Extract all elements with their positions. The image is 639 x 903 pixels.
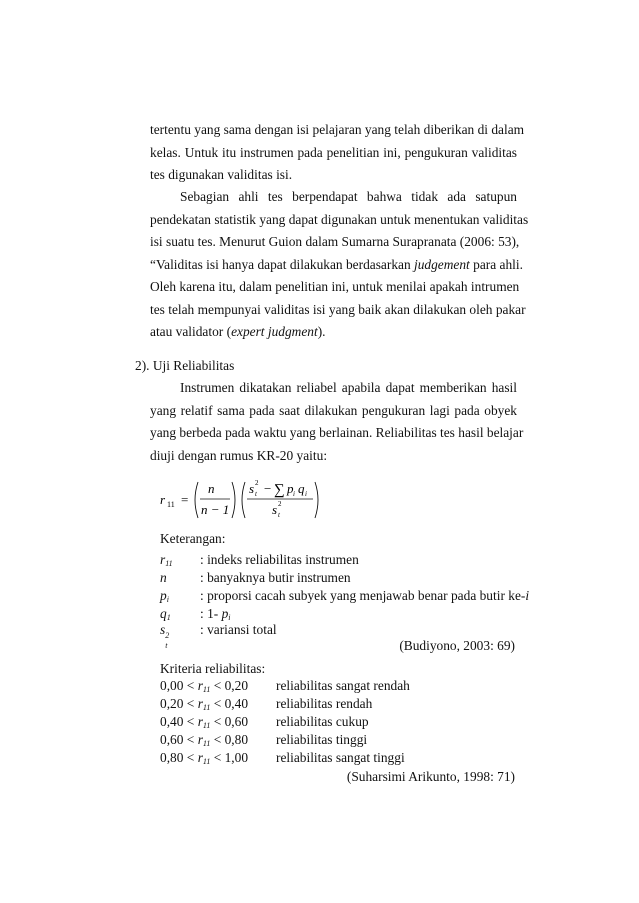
- reliability-paragraph: [150, 377, 524, 467]
- keterangan-row: [0, 552, 639, 568]
- formula-s-sub: t: [255, 490, 257, 498]
- citation-budiyono: (Budiyono, 2003: 69): [399, 638, 515, 653]
- keterangan-row: [0, 570, 639, 586]
- definition: : banyaknya butir instrumen: [200, 570, 351, 585]
- paragraph-line: tes telah mempunyai validitas isi yang baik akan dilakukan oleh pakar: [150, 301, 526, 317]
- kriteria-row: [0, 696, 639, 712]
- sigma-icon: ∑: [274, 482, 285, 498]
- kriteria-row: [0, 678, 639, 694]
- paragraph-line: pendekatan statistik yang dapat digunakan untuk menentukan validitas: [150, 211, 529, 227]
- intro-paragraph: [150, 119, 525, 187]
- formula-s-denom-sup: 2: [278, 500, 282, 508]
- paragraph-line: kelas. Untuk itu instrumen pada penelitian ini, pengukuran validitas: [150, 144, 517, 160]
- term-n: n: [160, 570, 167, 585]
- kriteria-row: [0, 750, 639, 766]
- paragraph-line: diuji dengan rumus KR-20 yaitu:: [150, 447, 328, 463]
- section-heading: 2). Uji Reliabilitas: [135, 358, 235, 373]
- formula-s-denom-sub: t: [278, 511, 280, 519]
- term-q1: $q_1$: [160, 606, 171, 622]
- paragraph-line: Instrumen dikatakan reliabel apabila dapat memberikan hasil: [180, 380, 517, 395]
- kriteria-category: reliabilitas tinggi: [276, 732, 368, 747]
- paren-left-2: [242, 482, 245, 518]
- paragraph-line: isi suatu tes. Menurut Guion dalam Sumarna Surapranata (2006: 53),: [150, 234, 520, 249]
- emphasis-expert-judgment: expert judgment: [231, 324, 318, 339]
- paragraph-line: yang relatif sama pada saat dilakukan pengukuran lagi pada obyek: [150, 402, 517, 418]
- kriteria-row: [0, 732, 639, 748]
- paragraph-line: atau validator (expert judgment).: [150, 324, 326, 339]
- definition: : indeks reliabilitas instrumen: [200, 552, 359, 567]
- formula-p-sub: i: [293, 490, 295, 498]
- term-pi: $p_i$: [160, 588, 169, 604]
- term-r11: $r_{11}$: [160, 552, 173, 568]
- formula-equals: =: [181, 492, 189, 507]
- kr20-formula: [156, 476, 326, 524]
- formula-q-sub: i: [305, 490, 307, 498]
- formula-minus: −: [264, 481, 272, 496]
- kriteria-range: $0,20 < r_{11} < 0,40$: [160, 696, 249, 712]
- formula-r-sub: 11: [167, 500, 175, 509]
- formula-p: p: [287, 481, 294, 496]
- kriteria-range: $0,40 < r_{11} < 0,60$: [160, 714, 249, 730]
- emphasis-judgement: judgement: [414, 256, 470, 272]
- kriteria-category: reliabilitas sangat rendah: [276, 678, 410, 693]
- kriteria-category: reliabilitas sangat tinggi: [276, 750, 405, 765]
- formula-s: s: [249, 481, 255, 496]
- kriteria-category: reliabilitas rendah: [276, 696, 373, 711]
- paragraph-line: tes digunakan validitas isi.: [150, 167, 293, 182]
- paragraph-line: Sebagian ahli tes berpendapat bahwa tidak ada satupun: [180, 189, 517, 204]
- kriteria-range: $0,80 < r_{11} < 1,00$: [160, 750, 249, 766]
- definition: : 1- $p_i$: [200, 606, 231, 622]
- keterangan-label: Keterangan:: [160, 531, 226, 546]
- paren-right-1: [232, 482, 235, 518]
- definition: : proporsi cacah subyek yang menjawab benar pada butir ke-i: [200, 588, 530, 603]
- paragraph-line: tertentu yang sama dengan isi pelajaran yang telah diberikan di dalam: [150, 122, 525, 137]
- definition: : variansi total: [200, 622, 277, 637]
- paren-left-1: [195, 482, 198, 518]
- validity-paragraph: [150, 186, 529, 344]
- keterangan-row: [0, 606, 639, 622]
- formula-q: q: [298, 481, 305, 496]
- kriteria-label: Kriteria reliabilitas:: [160, 661, 266, 676]
- paragraph-line: “Validitas isi hanya dapat dilakukan berdasarkan judgement para ahli.: [150, 256, 523, 272]
- formula-r: r: [160, 492, 166, 507]
- kriteria-category: reliabilitas cukup: [276, 714, 369, 729]
- kriteria-range: $0,60 < r_{11} < 0,80$: [160, 732, 249, 748]
- formula-s-sup: 2: [255, 479, 259, 487]
- paren-right-2: [315, 482, 318, 518]
- kriteria-row: [0, 714, 639, 730]
- paragraph-line: yang berbeda pada waktu yang berlainan. Reliabilitas tes hasil belajar: [150, 425, 524, 440]
- keterangan-row: [0, 588, 639, 604]
- citation-arikunto: (Suharsimi Arikunto, 1998: 71): [346, 769, 515, 784]
- term-st2: s 2 t: [160, 622, 170, 650]
- formula-n-minus-1: n − 1: [201, 502, 230, 517]
- kriteria-range: $0,00 < r_{11} < 0,20$: [160, 678, 249, 694]
- formula-s-denom: s: [272, 502, 278, 517]
- formula-n: n: [208, 481, 215, 496]
- paragraph-line: Oleh karena itu, dalam penelitian ini, untuk menilai apakah intrumen: [150, 279, 520, 294]
